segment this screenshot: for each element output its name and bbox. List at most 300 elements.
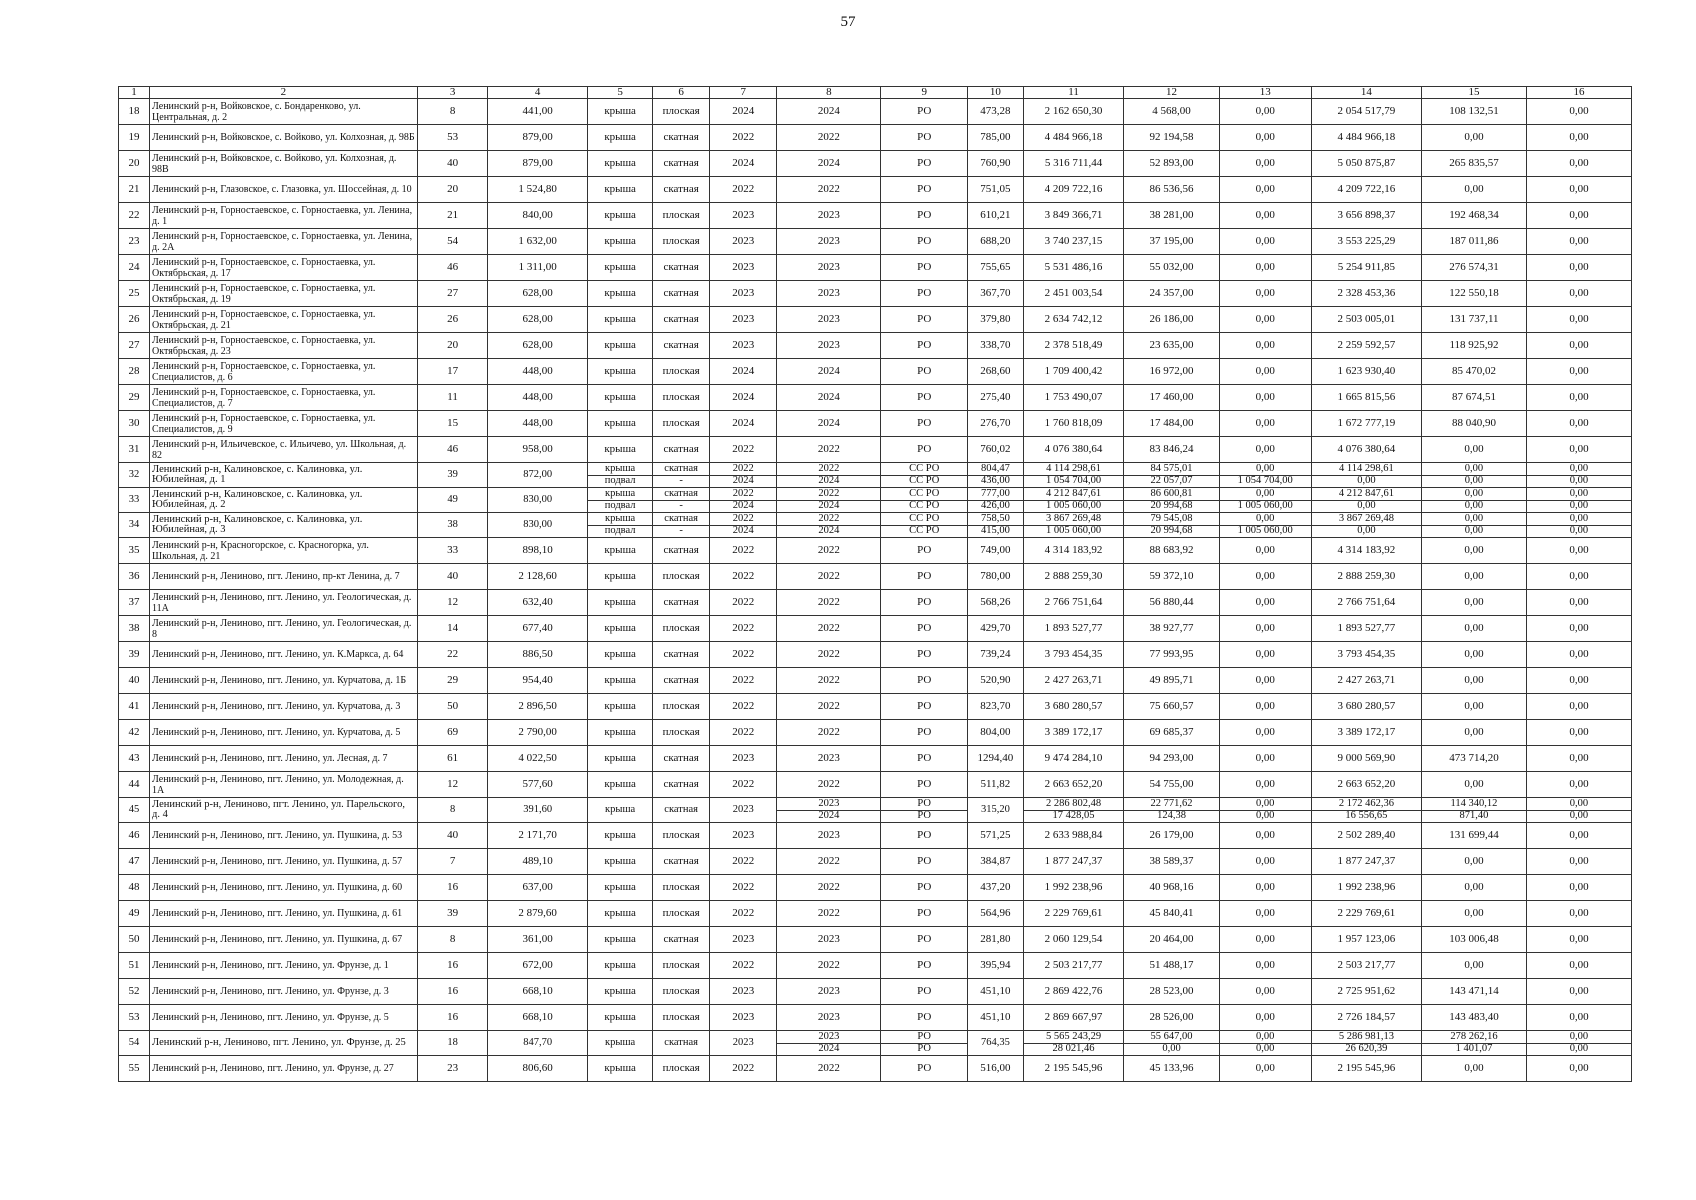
row-number-cell: 25	[119, 281, 150, 307]
table-cell: 0,00	[1219, 979, 1311, 1005]
address-cell: Ленинский р-н, Лениново, пгт. Ленино, ул. Лесная, д. 7	[150, 746, 418, 772]
table-cell: 49 895,71	[1124, 668, 1219, 694]
table-row	[119, 538, 1632, 564]
table-cell: крыша	[587, 203, 652, 229]
table-cell: 2022	[710, 953, 777, 979]
table-cell: 628,00	[488, 307, 588, 333]
table-cell: крыша	[587, 927, 652, 953]
table-cell: 0,00	[1526, 385, 1631, 411]
table-cell: РО	[881, 229, 968, 255]
table-cell: 3 553 225,29	[1311, 229, 1421, 255]
table-cell: 88 040,90	[1422, 411, 1527, 437]
address-cell: Ленинский р-н, Лениново, пгт. Ленино, ул. Фрунзе, д. 25	[150, 1031, 418, 1056]
table-cell: 1 401,07	[1422, 1043, 1527, 1056]
table-cell: 1 054 704,00	[1023, 475, 1124, 488]
table-row	[119, 411, 1632, 437]
table-cell: 489,10	[488, 849, 588, 875]
table-cell: 448,00	[488, 411, 588, 437]
table-cell: 2 503 217,77	[1023, 953, 1124, 979]
table-cell: 2023	[777, 798, 881, 811]
table-cell: скатная	[653, 488, 710, 501]
table-cell: 278 262,16	[1422, 1031, 1527, 1044]
row-number-cell: 29	[119, 385, 150, 411]
table-cell: 0,00	[1219, 125, 1311, 151]
table-cell: 0,00	[1422, 901, 1527, 927]
table-cell: 0,00	[1311, 500, 1421, 513]
table-cell: крыша	[587, 642, 652, 668]
table-cell: 2022	[777, 772, 881, 798]
table-cell: 17 484,00	[1124, 411, 1219, 437]
table-row	[119, 849, 1632, 875]
table-cell: 24 357,00	[1124, 281, 1219, 307]
table-cell: 2023	[710, 255, 777, 281]
row-number-cell: 52	[119, 979, 150, 1005]
table-cell: РО	[881, 694, 968, 720]
row-number-cell: 21	[119, 177, 150, 203]
address-cell: Ленинский р-н, Лениново, пгт. Ленино, ул. Фрунзе, д. 27	[150, 1056, 418, 1082]
table-cell: 0,00	[1219, 953, 1311, 979]
table-cell: 2 427 263,71	[1023, 668, 1124, 694]
table-cell: 751,05	[968, 177, 1024, 203]
table-cell: 50	[417, 694, 488, 720]
table-cell: крыша	[587, 1005, 652, 1031]
table-row	[119, 720, 1632, 746]
table-cell: плоская	[653, 99, 710, 125]
table-cell: 1 311,00	[488, 255, 588, 281]
table-row	[119, 513, 1632, 526]
table-cell: 777,00	[968, 488, 1024, 501]
table-cell: 879,00	[488, 151, 588, 177]
table-cell: крыша	[587, 849, 652, 875]
table-cell: 2022	[710, 488, 777, 501]
table-cell: скатная	[653, 307, 710, 333]
table-cell: 2 195 545,96	[1311, 1056, 1421, 1082]
table-cell: РО	[881, 385, 968, 411]
table-cell: 473 714,20	[1422, 746, 1527, 772]
address-cell: Ленинский р-н, Калиновское, с. Калиновка, ул. Юбилейная, д. 2	[150, 488, 418, 513]
table-cell: 16	[417, 979, 488, 1005]
table-cell: 276 574,31	[1422, 255, 1527, 281]
row-number-cell: 18	[119, 99, 150, 125]
table-cell: 1294,40	[968, 746, 1024, 772]
table-cell: 2022	[710, 463, 777, 476]
table-cell: 1 877 247,37	[1023, 849, 1124, 875]
table-row	[119, 255, 1632, 281]
table-row	[119, 488, 1632, 501]
table-cell: 384,87	[968, 849, 1024, 875]
table-cell: 38 927,77	[1124, 616, 1219, 642]
table-cell: -	[653, 475, 710, 488]
table-cell: 785,00	[968, 125, 1024, 151]
table-cell: 20 464,00	[1124, 927, 1219, 953]
table-cell: 823,70	[968, 694, 1024, 720]
table-row	[119, 616, 1632, 642]
table-cell: РО	[881, 823, 968, 849]
address-cell: Ленинский р-н, Лениново, пгт. Ленино, ул. Молодежная, д. 1А	[150, 772, 418, 798]
table-cell: 0,00	[1219, 333, 1311, 359]
table-cell: 0,00	[1219, 1005, 1311, 1031]
table-cell: 610,21	[968, 203, 1024, 229]
table-cell: крыша	[587, 1056, 652, 1082]
table-cell: РО	[881, 437, 968, 463]
table-cell: 436,00	[968, 475, 1024, 488]
table-cell: 84 575,01	[1124, 463, 1219, 476]
table-row	[119, 281, 1632, 307]
column-number-header	[119, 87, 1632, 99]
address-cell: Ленинский р-н, Горностаевское, с. Горностаевка, ул. Специалистов, д. 6	[150, 359, 418, 385]
table-cell: 3 867 269,48	[1023, 513, 1124, 526]
table-row	[119, 953, 1632, 979]
table-cell: 22 057,07	[1124, 475, 1219, 488]
table-cell: 2 229 769,61	[1023, 901, 1124, 927]
table-cell: 33	[417, 538, 488, 564]
table-cell: 16	[417, 953, 488, 979]
table-cell: 473,28	[968, 99, 1024, 125]
row-number-cell: 55	[119, 1056, 150, 1082]
row-number-cell: 34	[119, 513, 150, 538]
table-cell: 2 896,50	[488, 694, 588, 720]
table-cell: 415,00	[968, 525, 1024, 538]
table-cell: 2023	[777, 307, 881, 333]
table-cell: 0,00	[1422, 488, 1527, 501]
table-cell: 3 389 172,17	[1023, 720, 1124, 746]
table-cell: 2023	[777, 979, 881, 1005]
table-cell: подвал	[587, 500, 652, 513]
table-cell: 28 021,46	[1023, 1043, 1124, 1056]
row-number-cell: 45	[119, 798, 150, 823]
table-cell: 114 340,12	[1422, 798, 1527, 811]
table-cell: 0,00	[1219, 538, 1311, 564]
table-cell: 79 545,08	[1124, 513, 1219, 526]
table-cell: скатная	[653, 642, 710, 668]
table-cell: плоская	[653, 901, 710, 927]
table-cell: 2 195 545,96	[1023, 1056, 1124, 1082]
table-cell: крыша	[587, 720, 652, 746]
table-cell: 2022	[710, 564, 777, 590]
table-cell: 0,00	[1311, 475, 1421, 488]
table-cell: 764,35	[968, 1031, 1024, 1056]
table-cell: 20 994,68	[1124, 500, 1219, 513]
table-cell: 187 011,86	[1422, 229, 1527, 255]
address-cell: Ленинский р-н, Горностаевское, с. Горностаевка, ул. Специалистов, д. 9	[150, 411, 418, 437]
table-cell: 2024	[710, 411, 777, 437]
table-cell: скатная	[653, 151, 710, 177]
address-cell: Ленинский р-н, Лениново, пгт. Ленино, ул. Курчатова, д. 5	[150, 720, 418, 746]
row-number-cell: 19	[119, 125, 150, 151]
table-cell: 0,00	[1526, 513, 1631, 526]
table-cell: скатная	[653, 927, 710, 953]
table-row	[119, 1031, 1632, 1044]
table-cell: 2022	[777, 590, 881, 616]
table-cell: 143 471,14	[1422, 979, 1527, 1005]
table-cell: 0,00	[1422, 463, 1527, 476]
table-cell: 1 665 815,56	[1311, 385, 1421, 411]
table-cell: 2022	[777, 1056, 881, 1082]
column-header-cell: 9	[881, 87, 968, 99]
column-header-cell: 8	[777, 87, 881, 99]
table-cell: -	[653, 500, 710, 513]
table-cell: 668,10	[488, 1005, 588, 1031]
table-cell: 39	[417, 901, 488, 927]
table-cell: 2023	[710, 979, 777, 1005]
table-cell: 1 957 123,06	[1311, 927, 1421, 953]
table-cell: 637,00	[488, 875, 588, 901]
table-cell: 2 502 289,40	[1311, 823, 1421, 849]
table-cell: скатная	[653, 513, 710, 526]
table-cell: 0,00	[1219, 1031, 1311, 1044]
table-cell: скатная	[653, 538, 710, 564]
table-cell: 2 054 517,79	[1311, 99, 1421, 125]
address-cell: Ленинский р-н, Лениново, пгт. Ленино, ул. Пушкина, д. 67	[150, 927, 418, 953]
column-header-cell: 16	[1526, 87, 1631, 99]
table-row	[119, 359, 1632, 385]
table-cell: 568,26	[968, 590, 1024, 616]
table-cell: РО	[881, 616, 968, 642]
address-cell: Ленинский р-н, Лениново, пгт. Ленино, ул. Пушкина, д. 57	[150, 849, 418, 875]
table-cell: 3 656 898,37	[1311, 203, 1421, 229]
table-cell: 3 740 237,15	[1023, 229, 1124, 255]
row-number-cell: 35	[119, 538, 150, 564]
table-cell: крыша	[587, 616, 652, 642]
table-cell: 564,96	[968, 901, 1024, 927]
table-cell: 46	[417, 437, 488, 463]
column-header-cell: 1	[119, 87, 150, 99]
table-cell: 0,00	[1526, 525, 1631, 538]
table-cell: скатная	[653, 772, 710, 798]
table-cell: 0,00	[1422, 475, 1527, 488]
table-cell: 4 209 722,16	[1311, 177, 1421, 203]
table-cell: 69 685,37	[1124, 720, 1219, 746]
table-cell: 2024	[777, 385, 881, 411]
table-cell: 3 680 280,57	[1023, 694, 1124, 720]
row-number-cell: 41	[119, 694, 150, 720]
table-cell: 14	[417, 616, 488, 642]
table-cell: скатная	[653, 1031, 710, 1056]
table-cell: 46	[417, 255, 488, 281]
table-cell: плоская	[653, 385, 710, 411]
address-cell: Ленинский р-н, Лениново, пгт. Ленино, ул. Геологическая, д. 8	[150, 616, 418, 642]
table-row	[119, 99, 1632, 125]
table-cell: 4 076 380,64	[1311, 437, 1421, 463]
table-cell: скатная	[653, 798, 710, 823]
table-cell: 2024	[777, 99, 881, 125]
table-cell: 28 526,00	[1124, 1005, 1219, 1031]
table-cell: крыша	[587, 668, 652, 694]
table-cell: 0,00	[1526, 99, 1631, 125]
address-cell: Ленинский р-н, Лениново, пгт. Ленино, ул. Пушкина, д. 60	[150, 875, 418, 901]
table-cell: 11	[417, 385, 488, 411]
table-cell: крыша	[587, 437, 652, 463]
table-cell: скатная	[653, 590, 710, 616]
table-row	[119, 229, 1632, 255]
table-cell: 898,10	[488, 538, 588, 564]
table-cell: 118 925,92	[1422, 333, 1527, 359]
table-cell: 27	[417, 281, 488, 307]
table-cell: 51 488,17	[1124, 953, 1219, 979]
table-cell: крыша	[587, 875, 652, 901]
table-cell: 1 005 060,00	[1219, 525, 1311, 538]
table-cell: 75 660,57	[1124, 694, 1219, 720]
table-cell: РО	[881, 875, 968, 901]
table-row	[119, 875, 1632, 901]
table-cell: 632,40	[488, 590, 588, 616]
row-number-cell: 43	[119, 746, 150, 772]
table-cell: 2022	[710, 720, 777, 746]
table-cell: 628,00	[488, 281, 588, 307]
table-cell: крыша	[587, 590, 652, 616]
table-cell: СС РО	[881, 525, 968, 538]
table-cell: 2022	[777, 564, 881, 590]
table-row	[119, 927, 1632, 953]
table-cell: 871,40	[1422, 810, 1527, 823]
table-cell: 0,00	[1422, 720, 1527, 746]
table-cell: 315,20	[968, 798, 1024, 823]
table-cell: 8	[417, 99, 488, 125]
table-cell: 367,70	[968, 281, 1024, 307]
table-cell: 2023	[777, 927, 881, 953]
table-cell: 0,00	[1526, 437, 1631, 463]
table-cell: подвал	[587, 475, 652, 488]
column-header-cell: 7	[710, 87, 777, 99]
table-cell: 1 524,80	[488, 177, 588, 203]
table-cell: 577,60	[488, 772, 588, 798]
table-cell: 2023	[777, 333, 881, 359]
table-cell: 2024	[777, 525, 881, 538]
table-cell: 2 888 259,30	[1023, 564, 1124, 590]
table-cell: скатная	[653, 281, 710, 307]
table-cell: 0,00	[1526, 333, 1631, 359]
table-cell: 2024	[777, 810, 881, 823]
table-cell: 2023	[777, 281, 881, 307]
table-cell: плоская	[653, 875, 710, 901]
table-cell: 0,00	[1526, 616, 1631, 642]
table-cell: 131 699,44	[1422, 823, 1527, 849]
table-cell: 12	[417, 590, 488, 616]
row-number-cell: 49	[119, 901, 150, 927]
table-cell: 688,20	[968, 229, 1024, 255]
table-cell: 55 647,00	[1124, 1031, 1219, 1044]
table-cell: 124,38	[1124, 810, 1219, 823]
table-cell: РО	[881, 642, 968, 668]
table-cell: 54 755,00	[1124, 772, 1219, 798]
table-cell: 2024	[777, 359, 881, 385]
table-cell: 0,00	[1219, 823, 1311, 849]
table-cell: 0,00	[1219, 281, 1311, 307]
table-cell: 55 032,00	[1124, 255, 1219, 281]
table-cell: 5 286 981,13	[1311, 1031, 1421, 1044]
table-cell: 37 195,00	[1124, 229, 1219, 255]
table-cell: 0,00	[1526, 875, 1631, 901]
table-cell: 2022	[710, 694, 777, 720]
table-cell: 2022	[777, 616, 881, 642]
table-cell: 85 470,02	[1422, 359, 1527, 385]
table-row	[119, 437, 1632, 463]
table-cell: 92 194,58	[1124, 125, 1219, 151]
table-cell: 0,00	[1526, 810, 1631, 823]
table-cell: 0,00	[1422, 616, 1527, 642]
table-cell: 265 835,57	[1422, 151, 1527, 177]
table-cell: 0,00	[1526, 281, 1631, 307]
table-cell: 2023	[777, 1005, 881, 1031]
table-cell: 2023	[777, 229, 881, 255]
address-cell: Ленинский р-н, Красногорское, с. Красногорка, ул. Школьная, д. 21	[150, 538, 418, 564]
table-cell: 53	[417, 125, 488, 151]
table-cell: крыша	[587, 772, 652, 798]
row-number-cell: 33	[119, 488, 150, 513]
table-cell: 0,00	[1526, 359, 1631, 385]
table-row	[119, 798, 1632, 811]
table-cell: 2024	[710, 151, 777, 177]
table-cell: 0,00	[1526, 203, 1631, 229]
table-cell: крыша	[587, 1031, 652, 1056]
table-cell: 0,00	[1422, 177, 1527, 203]
table-cell: 0,00	[1422, 668, 1527, 694]
column-header-cell: 6	[653, 87, 710, 99]
table-cell: 83 846,24	[1124, 437, 1219, 463]
table-cell: 2024	[777, 475, 881, 488]
table-cell: 758,50	[968, 513, 1024, 526]
table-cell: крыша	[587, 99, 652, 125]
table-cell: крыша	[587, 177, 652, 203]
table-cell: 0,00	[1526, 1056, 1631, 1082]
table-cell: 0,00	[1526, 849, 1631, 875]
address-cell: Ленинский р-н, Горностаевское, с. Горностаевка, ул. Ленина, д. 2А	[150, 229, 418, 255]
table-row	[119, 385, 1632, 411]
table-cell: 2022	[777, 513, 881, 526]
table-cell: 2022	[777, 125, 881, 151]
table-cell: 26 186,00	[1124, 307, 1219, 333]
table-cell: крыша	[587, 694, 652, 720]
table-cell: 5 050 875,87	[1311, 151, 1421, 177]
table-cell: 2024	[710, 525, 777, 538]
table-cell: СС РО	[881, 500, 968, 513]
address-cell: Ленинский р-н, Калиновское, с. Калиновка, ул. Юбилейная, д. 1	[150, 463, 418, 488]
table-cell: 5 254 911,85	[1311, 255, 1421, 281]
address-cell: Ленинский р-н, Калиновское, с. Калиновка, ул. Юбилейная, д. 3	[150, 513, 418, 538]
table-cell: 2 790,00	[488, 720, 588, 746]
table-cell: 2023	[710, 1031, 777, 1056]
table-cell: РО	[881, 333, 968, 359]
table-cell: РО	[881, 281, 968, 307]
table-cell: 379,80	[968, 307, 1024, 333]
row-number-cell: 42	[119, 720, 150, 746]
table-cell: 2022	[710, 901, 777, 927]
column-header-cell: 10	[968, 87, 1024, 99]
table-cell: 21	[417, 203, 488, 229]
table-cell: 0,00	[1526, 475, 1631, 488]
table-cell: 20	[417, 177, 488, 203]
table-cell: РО	[881, 538, 968, 564]
table-cell: 0,00	[1422, 125, 1527, 151]
table-cell: скатная	[653, 177, 710, 203]
table-cell: 2022	[710, 668, 777, 694]
table-cell: 0,00	[1219, 151, 1311, 177]
table-cell: 516,00	[968, 1056, 1024, 1082]
table-cell: 22	[417, 642, 488, 668]
table-cell: 0,00	[1526, 125, 1631, 151]
address-cell: Ленинский р-н, Лениново, пгт. Ленино, ул. Фрунзе, д. 5	[150, 1005, 418, 1031]
table-cell: СС РО	[881, 513, 968, 526]
table-cell: 4 209 722,16	[1023, 177, 1124, 203]
table-cell: 0,00	[1422, 875, 1527, 901]
table-cell: 0,00	[1422, 694, 1527, 720]
table-cell: 2022	[777, 177, 881, 203]
table-cell: 760,02	[968, 437, 1024, 463]
table-cell: РО	[881, 953, 968, 979]
table-cell: 0,00	[1526, 564, 1631, 590]
table-cell: 108 132,51	[1422, 99, 1527, 125]
table-row	[119, 463, 1632, 476]
